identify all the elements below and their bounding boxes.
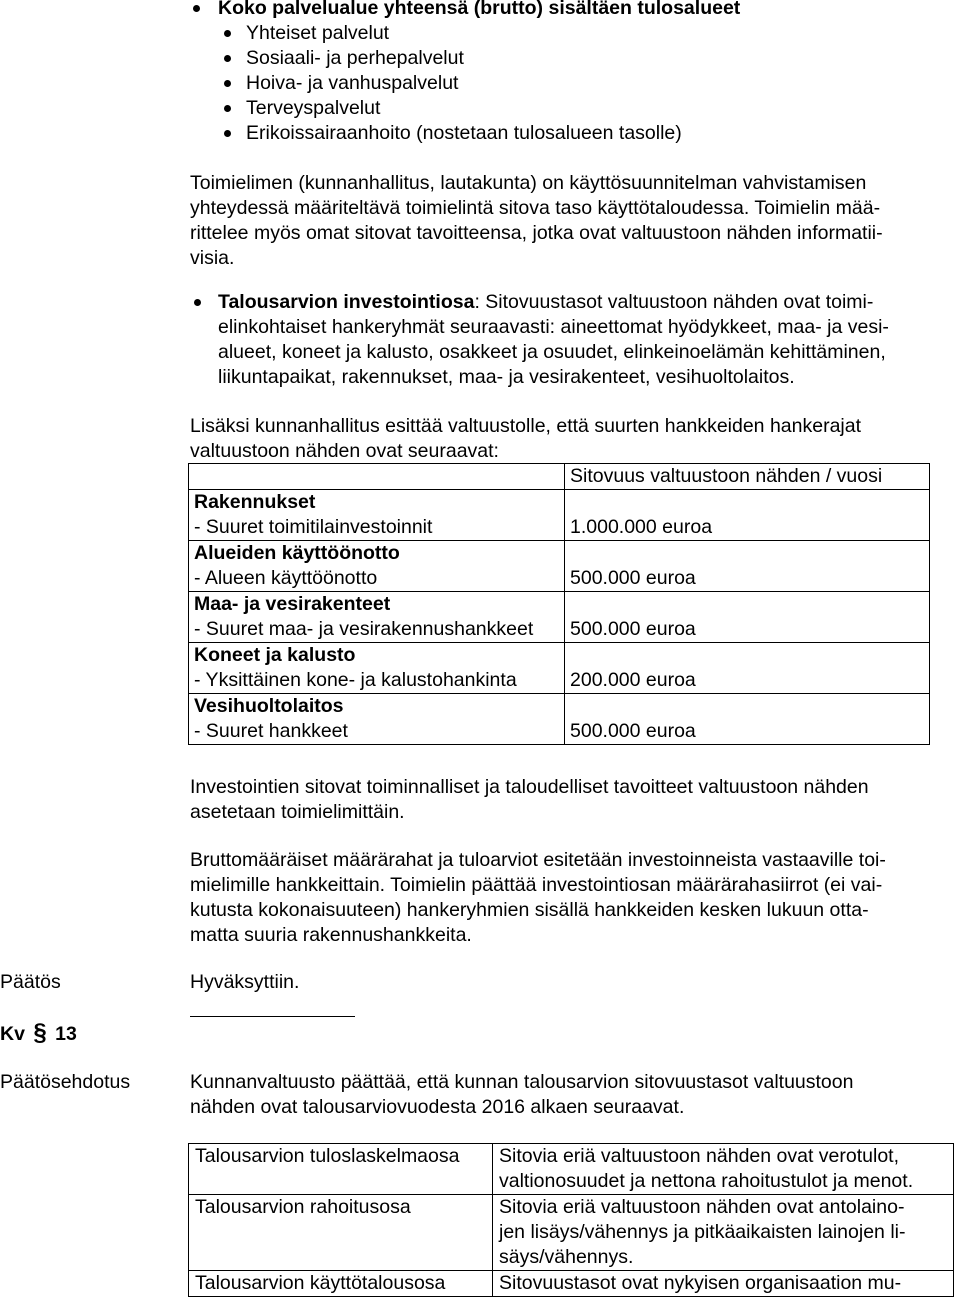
binding-levels-table [188,1143,954,1297]
table-header-row [189,464,930,490]
table-cell-description [493,1195,954,1271]
table-row [189,490,930,541]
invest-bullet-text: : Sitovuustasot valtuustoon nähden ovat toimi- [474,291,874,313]
paragraph-line: Lisäksi kunnanhallitus esittää valtuustolle, että suurten hankkeiden hankerajat [190,415,862,437]
section-symbol: § [33,1019,47,1046]
section-reference [0,1020,77,1047]
amount-value: 500.000 euroa [570,720,696,742]
table-cell-amount [565,592,930,643]
table-row [189,1144,954,1195]
bullet-icon [224,80,231,87]
table-cell-description [493,1271,954,1297]
table-cell-category [189,694,565,745]
paragraph-line: Bruttomääräiset määrärahat ja tuloarviot esitetään investoinneista vastaaville toi- [190,849,886,871]
paragraph-line: yhteydessä määriteltävä toimielintä sitova taso käyttötaloudessa. Toimielin mää- [190,197,881,219]
description-line: säys/vähennys. [499,1246,634,1268]
table-cell-part: Talousarvion tuloslaskelmaosa [189,1144,493,1195]
category-item: - Yksittäinen kone- ja kalustohankinta [194,669,517,691]
amount-value: 1.000.000 euroa [570,516,713,538]
category-item: - Suuret maa- ja vesirakennushankkeet [194,618,534,640]
paragraph-line: Toimielimen (kunnanhallitus, lautakunta) on käyttösuunnitelman vahvistamisen [190,172,867,194]
category-title: Rakennukset [194,491,316,513]
bullet-icon [224,130,231,137]
paragraph-toimielin [190,171,950,271]
table-row [189,694,930,745]
paragraph-line: elinkohtaiset hankeryhmät seuraavasti: aineettomat hyödykkeet, maa- ja vesi- [218,316,889,338]
table-cell-amount [565,694,930,745]
paragraph-brutto [190,848,950,948]
bullet-icon [224,30,231,37]
list-item: Yhteiset palvelut [246,22,390,44]
paatos-label: Päätös [0,971,61,993]
table-cell-amount [565,541,930,592]
description-line: jen lisäys/vähennys ja pitkäaikaisten lainojen li- [499,1221,906,1243]
table-cell-category [189,541,565,592]
invest-bullet-first-line [218,290,889,315]
table-cell-category [189,643,565,694]
table-row [189,643,930,694]
paragraph-line: rittelee myös omat sitovat tavoitteensa, jotka ovat valtuustoon nähden informatii- [190,222,883,244]
category-item: - Suuret toimitilainvestoinnit [194,516,433,538]
paragraph-lisaksi [190,414,950,464]
paragraph-line: asetetaan toimielimittäin. [190,801,405,823]
amount-value: 500.000 euroa [570,618,696,640]
invest-bullet-term: Talousarvion investointiosa [218,291,475,313]
paragraph-line: Investointien sitovat toiminnalliset ja taloudelliset tavoitteet valtuustoon nähden [190,776,869,798]
description-line: Sitovia eriä valtuustoon nähden ovat verotulot, [499,1145,900,1167]
description-line: valtionosuudet ja nettona rahoitustulot ja menot. [499,1170,914,1192]
table-row [189,1271,954,1297]
table-cell-amount [565,490,930,541]
description-line: Sitovuustasot ovat nykyisen organisaation mu- [499,1272,902,1294]
paragraph-line: visia. [190,247,235,269]
paragraph-line: kutusta kokonaisuuteen) hankeryhmien sisällä hankkeiden kesken lukuun otta- [190,899,869,921]
amount-value: 500.000 euroa [570,567,696,589]
paragraph-line: nähden ovat talousarviovuodesta 2016 alkaen seuraavat. [190,1096,685,1118]
table-cell-description [493,1144,954,1195]
paragraph-line: matta suuria rakennushankkeita. [190,924,472,946]
paragraph-line: liikuntapaikat, rakennukset, maa- ja vesirakenteet, vesihuoltolaitos. [218,366,795,388]
paragraph-line: Kunnanvaltuusto päättää, että kunnan talousarvion sitovuustasot valtuustoon [190,1071,854,1093]
category-title: Koneet ja kalusto [194,644,356,666]
section-prefix: Kv [0,1023,25,1045]
list-item: Sosiaali- ja perhepalvelut [246,47,464,69]
table-row [189,592,930,643]
table-cell-part: Talousarvion rahoitusosa [189,1195,493,1271]
paatos-text: Hyväksyttiin. [190,971,300,993]
amount-value: 200.000 euroa [570,669,696,691]
table-row [189,1195,954,1271]
category-item: - Alueen käyttöönotto [194,567,378,589]
paragraph-line: mielimille hankkeittain. Toimielin päättää investointiosan määrärahasiirrot (ei vai- [190,874,883,896]
bullet-icon [224,105,231,112]
paatosehdotus-text [190,1070,950,1120]
table-cell-amount [565,643,930,694]
paragraph-line: valtuustoon nähden ovat seuraavat: [190,440,499,462]
category-title: Alueiden käyttöönotto [194,542,400,564]
paragraph-investointien [190,775,950,825]
bullet-icon [224,55,231,62]
table-cell-category [189,490,565,541]
paatosehdotus-label: Päätösehdotus [0,1071,131,1093]
table-row [189,541,930,592]
table-header-binding: Sitovuus valtuustoon nähden / vuosi [570,465,883,487]
divider [190,1016,355,1017]
list-item: Terveyspalvelut [246,97,381,119]
section-number: 13 [55,1023,77,1045]
paragraph-line: alueet, koneet ja kalusto, osakkeet ja osuudet, elinkeinoelämän kehittäminen, [218,341,886,363]
table-cell-empty [189,464,565,490]
category-title: Vesihuoltolaitos [194,695,344,717]
bullet-icon [193,5,200,12]
table-cell-part: Talousarvion käyttötalousosa [189,1271,493,1297]
list-item: Erikoissairaanhoito (nostetaan tulosalueen tasolle) [246,122,682,144]
bullet-icon [194,299,201,306]
invest-bullet [218,290,889,390]
description-line: Sitovia eriä valtuustoon nähden ovat antolaino- [499,1196,905,1218]
investment-limits-table [188,463,930,745]
category-title: Maa- ja vesirakenteet [194,593,391,615]
category-item: - Suuret hankkeet [194,720,348,742]
bullet-heading: Koko palvelualue yhteensä (brutto) sisältäen tulosalueet [218,0,741,19]
list-item: Hoiva- ja vanhuspalvelut [246,72,459,94]
table-cell-category [189,592,565,643]
